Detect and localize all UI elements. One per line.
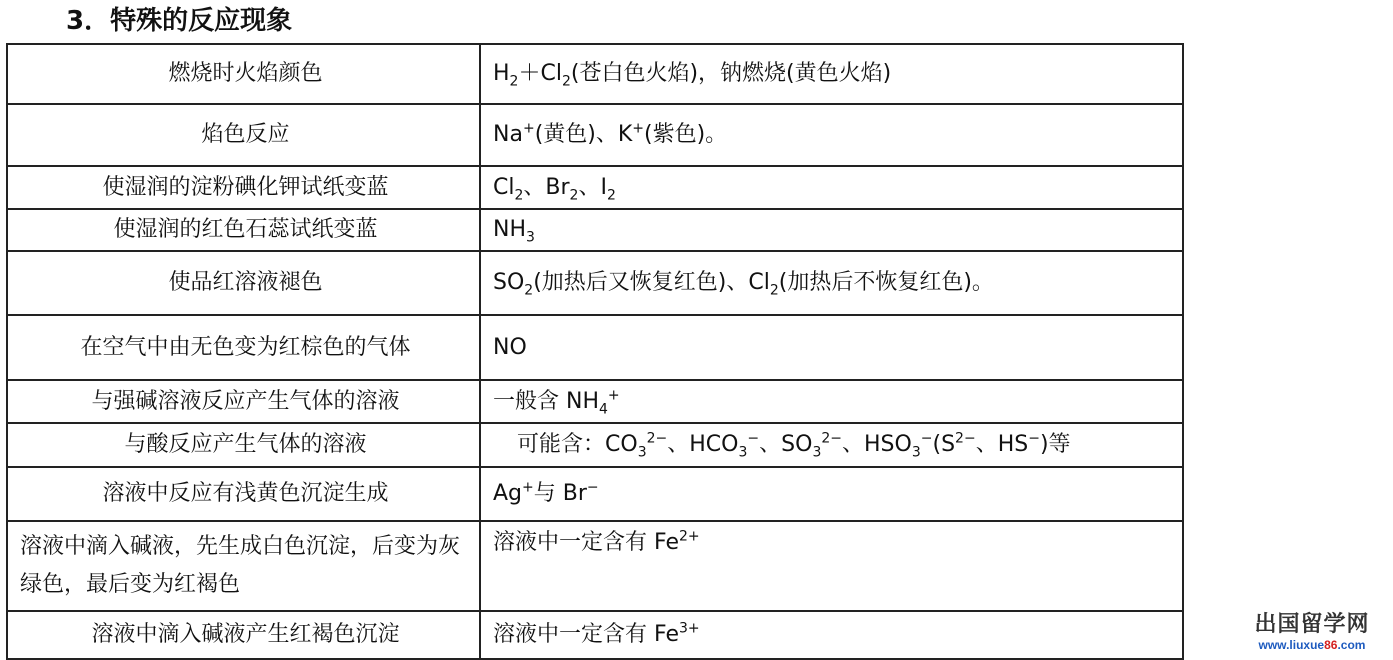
superscript: + [522,120,535,137]
result-cell: $NH_3$ [480,209,1183,251]
subscript: 4 [599,400,608,417]
superscript: + [632,120,645,137]
subscript: 2 [514,186,524,203]
watermark-text: 出国留学网 [1254,612,1370,637]
condition-cell: 使湿润的红色石蕊试纸变蓝 [7,209,480,251]
superscript: − [920,430,933,447]
superscript: 2+ [678,528,700,545]
subscript: 2 [509,73,519,90]
subscript: 3 [526,229,535,246]
result-cell: $Cl_2$、$Br_2$、$I_2$ [480,166,1183,209]
table-row [7,423,1183,467]
condition-cell: 溶液中滴入碱液，先生成白色沉淀，后变为灰绿色，最后变为红褐色 [7,521,480,611]
subscript: 2 [561,73,571,90]
condition-cell: 在空气中由无色变为红棕色的气体 [7,315,480,380]
result-cell: $SO_2$(加热后又恢复红色)、$Cl_2$(加热后不恢复红色)。 [480,251,1183,315]
subscript: 3 [812,444,822,461]
result-cell: 溶液中一定含有 $Fe^{2+}$ [480,521,1183,611]
subscript: 3 [637,444,647,461]
subscript: 3 [911,444,921,461]
table-row [7,467,1183,521]
result-cell: 溶液中一定含有 $Fe^{3+}$ [480,611,1183,659]
table-row [7,521,1183,611]
table-row [7,251,1183,315]
condition-cell: 使品红溶液褪色 [7,251,480,315]
result-cell: Ag+与 Br− [480,467,1183,521]
condition-cell: 溶液中反应有浅黄色沉淀生成 [7,467,480,521]
subscript: 2 [769,282,779,299]
superscript: 2− [821,430,842,447]
result-cell: $H_2+Cl_2$(苍白色火焰)，钠燃烧(黄色火焰) [480,44,1183,104]
condition-cell: 使湿润的淀粉碘化钾试纸变蓝 [7,166,480,209]
table-body [7,44,1183,659]
table-row [7,209,1183,251]
table-row [7,166,1183,209]
result-cell: Na+(黄色)、K+(紫色)。 [480,104,1183,166]
superscript: 2− [955,430,976,447]
subscript: 2 [569,186,579,203]
table-row [7,380,1183,423]
section-title: 3．特殊的反应现象 [66,6,293,36]
watermark-url [1237,638,1387,652]
condition-cell: 焰色反应 [7,104,480,166]
condition-cell: 与强碱溶液反应产生气体的溶液 [7,380,480,423]
watermark-url-suffix: .com [1337,638,1366,652]
superscript: − [747,430,760,447]
table-row [7,104,1183,166]
superscript: 3+ [678,620,700,637]
table-row [7,611,1183,659]
superscript: − [586,479,599,496]
subscript: 3 [738,444,748,461]
result-cell: NO [480,315,1183,380]
watermark-url-prefix: www.liuxue [1258,638,1325,652]
table-row [7,44,1183,104]
subscript: 2 [524,282,534,299]
site-watermark [1237,612,1387,652]
superscript: + [607,387,620,404]
superscript: 2− [646,430,668,447]
reaction-phenomena-table [6,43,1184,660]
condition-cell: 溶液中滴入碱液产生红褐色沉淀 [7,611,480,659]
table-row [7,315,1183,380]
condition-cell: 与酸反应产生气体的溶液 [7,423,480,467]
result-cell: 可能含：$CO_3^{2-}$、$HCO_3^-$、$SO_3^{2-}$、$HSO_3^-(S^{2-}$、HS−)等 [480,423,1183,467]
superscript: + [522,479,534,496]
result-cell: 一般含 $NH_4^+$ [480,380,1183,423]
subscript: 2 [606,186,616,203]
condition-cell: 燃烧时火焰颜色 [7,44,480,104]
superscript: − [1028,430,1040,447]
watermark-url-number: 86 [1324,638,1338,652]
